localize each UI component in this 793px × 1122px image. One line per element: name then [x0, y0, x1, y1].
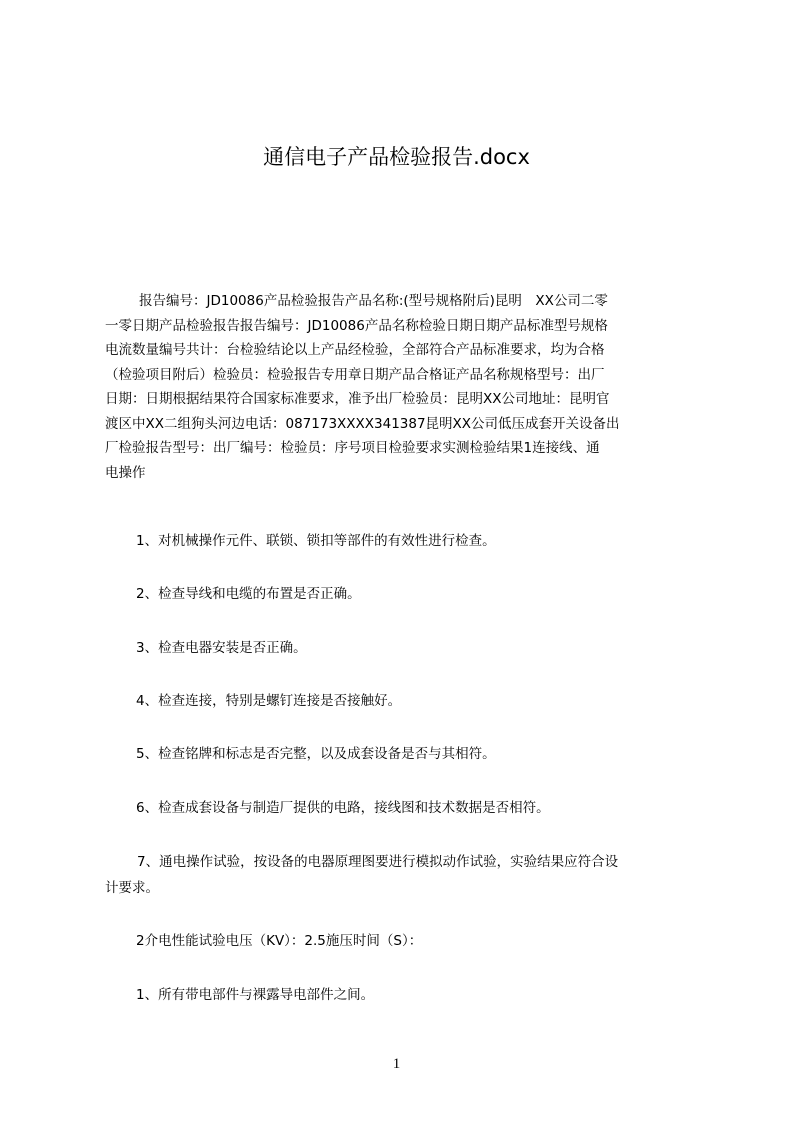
section-2-heading: 2介电性能试验电压（KV）：2.5施压时间（S）： [136, 933, 423, 949]
checklist-item-3: 3、检查电器安装是否正确。 [136, 640, 307, 656]
page-number: 1 [392, 1056, 401, 1072]
checklist-item-4: 4、检查连接，特别是螺钉连接是否接触好。 [136, 693, 402, 709]
checklist-item-7-line: 计要求。 [105, 880, 159, 896]
checklist-item-2: 2、检查导线和电缆的布置是否正确。 [136, 586, 361, 602]
checklist-item-5: 5、检查铭牌和标志是否完整，以及成套设备是否与其相符。 [136, 746, 496, 762]
intro-paragraph [105, 289, 699, 485]
checklist-item-7-line: 7、通电操作试验，按设备的电器原理图要进行模拟动作试验，实验结果应符合设 [137, 854, 619, 870]
intro-line: 电操作 [105, 464, 146, 481]
intro-line: 渡区中XX二组狗头河边电话：087173XXXX341387昆明XX公司低压成套开关设备出 [105, 415, 620, 432]
intro-line: 报告编号：JD10086产品检验报告产品名称:(型号规格附后)昆明 XX公司二零 [139, 293, 608, 309]
intro-line: 电流数量编号共计：台检验结论以上产品经检验，全部符合产品标准要求，均为合格 [105, 342, 605, 358]
intro-line: （检验项目附后）检验员：检验报告专用章日期产品合格证产品名称规格型号：出厂 [105, 366, 605, 383]
section-2-item-1: 1、所有带电部件与裸露导电部件之间。 [136, 987, 375, 1003]
checklist-item-1: 1、对机械操作元件、联锁、锁扣等部件的有效性进行检查。 [136, 533, 496, 549]
intro-line: 厂检验报告型号：出厂编号：检验员：序号项目检验要求实测检验结果1连接线、通 [105, 440, 600, 456]
document-title: 通信电子产品检验报告.docx [263, 145, 530, 169]
checklist-item-6: 6、检查成套设备与制造厂提供的电路，接线图和技术数据是否相符。 [136, 800, 550, 816]
checklist-item-7 [105, 849, 709, 901]
intro-line: 日期：日期根据结果符合国家标准要求，准予出厂检验员：昆明XX公司地址：昆明官 [105, 391, 610, 407]
intro-line: 一零日期产品检验报告报告编号：JD10086产品名称检验日期日期产品标准型号规格 [105, 317, 608, 334]
